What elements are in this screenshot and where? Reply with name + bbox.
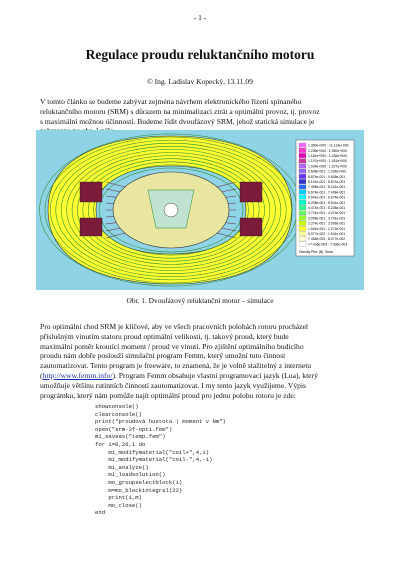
legend-entry: 1.390e+000 : >1.113e+000 [308, 143, 349, 148]
page-number: - 1 - [193, 13, 207, 22]
text-line: maximální poměr kroutící moment / proud ve vinutí. Pro zjištění optimálního budicího [40, 341, 304, 351]
legend-entry: 5.941e-001 : 6.674e-001 [308, 195, 346, 200]
density-legend [296, 140, 354, 256]
legend-entry: 3.008e-001 : 3.741e-001 [308, 216, 346, 221]
text-line: Pro optimální chod SRM je klíčové, aby ve všech pracovních polohách rotoru procházel [40, 322, 309, 331]
legend-entry: 8.874e-001 : 9.608e-001 [308, 174, 346, 179]
legend-entry: 7.408e-001 : 8.141e-001 [308, 185, 346, 190]
code-line: open("srm-2f-opti.fem") [95, 425, 173, 433]
text-line: zautomatizovat. Tento program je freeware, to znamená, že je volně stažitelný z internetu [40, 361, 312, 371]
text-line: prográmku, který nám pomůže najít optimální proud pro jednu polohu rotoru je zde: [40, 390, 296, 400]
coil-right-lower [240, 218, 262, 236]
text-line: s maximální možnou účinností. Budeme řídit dvoufázový SRM, jehož statická simulace je [40, 116, 315, 126]
body-paragraph [40, 322, 370, 400]
legend-swatch [299, 153, 306, 157]
legend-swatch [299, 211, 306, 215]
legend-entry: <7.436e-003 : 7.436e-003 [308, 242, 348, 247]
link-prefix: ( [40, 370, 43, 380]
legend-swatch [299, 221, 306, 225]
legend-swatch [299, 200, 306, 204]
legend-entry: 1.541e-001 : 2.274e-001 [308, 226, 346, 231]
legend-entry: 9.608e-001 : 1.034e+000 [308, 169, 346, 174]
code-line: mo_close() [95, 501, 142, 509]
legend-entry: 4.474e-001 : 5.208e-001 [308, 206, 346, 210]
code-line: mi_analyze() [95, 463, 149, 471]
text-line: proudu nám dobře poslouží simulační program Femm, který umožní tuto činnost [40, 351, 286, 361]
legend-swatch [299, 242, 306, 246]
link-suffix: ). Program Femm obsahuje vlastní programovací jazyk (Lua), který [112, 370, 318, 380]
legend-entry: 8.141e-001 : 8.874e-001 [308, 180, 346, 184]
author-line: © Ing. Ladislav Kopecký, 13.11.09 [147, 77, 253, 86]
code-line: mo_groupselectblock(1) [95, 478, 183, 486]
legend-entry: 2.274e-001 : 3.008e-001 [308, 221, 346, 226]
legend-entry: 5.208e-001 : 5.941e-001 [308, 200, 346, 205]
article-title: Regulace proudu reluktančního motoru [85, 47, 315, 62]
code-line: for i=0,26,1 do [95, 440, 146, 448]
legend-swatch [299, 148, 306, 152]
code-line: showconsole() [95, 403, 139, 410]
figure-caption: Obr. 1. Dvoufázový reluktanční motor – simulace [126, 296, 274, 305]
femm-website-link[interactable]: http://www.femm.info/ [42, 370, 113, 380]
legend-swatch [299, 226, 306, 230]
code-line: end [95, 509, 106, 517]
code-line: clearconsole() [95, 410, 142, 418]
rotor-shaft [164, 203, 178, 217]
text-line-with-link [40, 371, 370, 381]
legend-entry: 7.436e-003 : 8.077e-002 [308, 237, 346, 242]
coil-left [80, 182, 102, 202]
legend-swatch [299, 179, 306, 183]
legend-entry: 3.741e-001 : 4.474e-001 [308, 211, 346, 216]
legend-swatch [299, 237, 306, 241]
code-line: mi_loadsolution() [95, 471, 166, 479]
legend-swatch [299, 195, 306, 199]
legend-swatch [299, 164, 306, 168]
code-line: print(i,m) [95, 494, 142, 502]
legend-entry: 1.107e+000 : 1.181e+000 [308, 159, 347, 164]
legend-swatch [299, 216, 306, 220]
legend-header: Density Plot: |B|, Tesla [299, 250, 333, 254]
coil-right [240, 182, 262, 202]
legend-entry: 1.236e+000 : 1.390e+000 [308, 148, 347, 153]
legend-entry: 1.181e+000 : 1.236e+000 [308, 154, 347, 158]
legend-swatch [299, 169, 306, 173]
legend-swatch [299, 190, 306, 194]
text-line: příslušným vinutím statoru proud optimální velikosti, tj. takový proud, který bude [40, 331, 289, 341]
legend-swatch [299, 174, 306, 178]
legend-swatch [299, 159, 306, 163]
code-line: m=mo_blockintegral(22) [95, 486, 183, 494]
code-line: print("proudová hustota | moment v Nm") [95, 418, 226, 426]
legend-entry: 8.077e-002 : 1.541e-001 [308, 232, 346, 236]
legend-swatch [299, 231, 306, 235]
legend-swatch [299, 143, 306, 147]
flux-density-plot [36, 130, 364, 290]
text-line: reluktančního motoru (SRM) s důrazem na minimalizaci ztrát a optimální provoz, tj. provoz [40, 106, 320, 116]
text-line: V tomto článku se budeme zabývat zejména návrhem elektronického řízení spínaného [40, 97, 302, 106]
legend-entry: 6.674e-001 : 7.408e-001 [308, 190, 346, 195]
text-line: umožňuje většinu rutinních činností zautomatizovat. I my tento jazyk využijeme. Výpis [40, 380, 307, 390]
simulation-figure [36, 130, 364, 290]
legend-swatch [299, 205, 306, 209]
coil-left-lower [80, 218, 102, 236]
code-line: mi_saveas("temp.fem") [95, 433, 166, 441]
code-line: mi_modifymaterial("coil-",4,-i) [95, 456, 213, 464]
legend-entry: 1.034e+000 : 1.107e+000 [308, 164, 347, 169]
code-line: mi_modifymaterial("coil+",4,i) [95, 448, 210, 456]
legend-swatch [299, 185, 306, 189]
lua-code-listing [95, 403, 335, 517]
